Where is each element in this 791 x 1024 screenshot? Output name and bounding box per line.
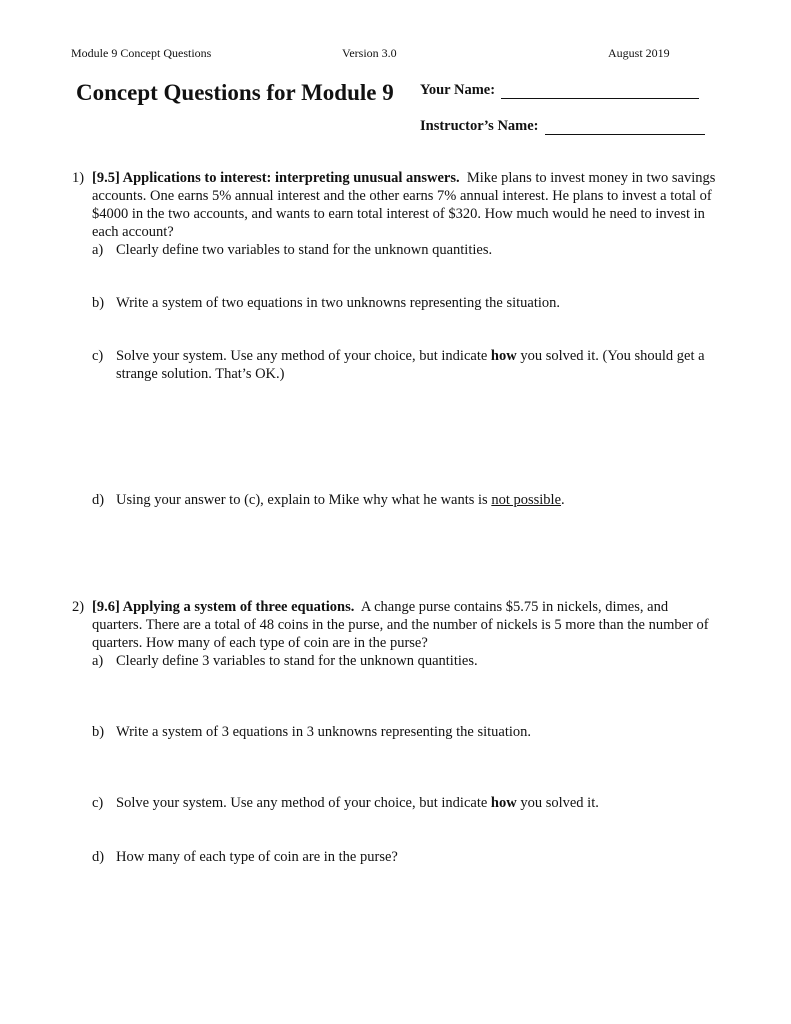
part-label: d) [92, 492, 105, 508]
part-text-after: . [561, 492, 565, 508]
part-label: b) [92, 724, 105, 740]
question-body: A change purse contains $5.75 in nickels, dimes, and quarters. There are a total of 48 coins in the purse, and the number of nickels is 5 more than the number of quarters. How many of each type of coin are in the purse? [92, 599, 709, 651]
instructor-name-blank[interactable] [545, 120, 705, 135]
part-label: c) [92, 348, 104, 364]
question-2-part-b [92, 723, 712, 741]
question-text [92, 598, 722, 652]
part-label: b) [92, 295, 105, 311]
part-text: How many of each type of coin are in the purse? [116, 849, 398, 865]
question-1-part-d [92, 491, 712, 509]
part-text: Clearly define 3 variables to stand for the unknown quantities. [116, 653, 478, 669]
page-title: Concept Questions for Module 9 [76, 80, 394, 105]
header-version: Version 3.0 [342, 46, 397, 60]
question-2-part-d [92, 848, 712, 866]
instructor-name-label: Instructor’s Name: [420, 118, 539, 134]
question-1 [72, 169, 722, 241]
question-1-part-b [92, 294, 712, 312]
part-text-before: Solve your system. Use any method of your choice, but indicate [116, 795, 488, 811]
part-emphasis: how [490, 348, 517, 364]
question-2-part-c [92, 794, 712, 812]
part-text: Write a system of 3 equations in 3 unknowns representing the situation. [116, 724, 532, 740]
question-number: 1) [72, 170, 85, 186]
header-module-label: Module 9 Concept Questions [71, 46, 212, 60]
part-text [116, 491, 712, 509]
your-name-blank[interactable] [501, 84, 699, 99]
question-2-part-a [92, 652, 712, 670]
part-text-after: you solved it. (You should get a strange solution. That’s OK.) [116, 348, 705, 382]
question-tag: [9.6] Applying a system of three equations. [92, 599, 355, 615]
part-label: c) [92, 795, 104, 811]
question-text [92, 169, 722, 241]
question-number: 2) [72, 599, 85, 615]
part-label: d) [92, 849, 105, 865]
your-name-label: Your Name: [420, 82, 496, 98]
part-underlined: not possible [491, 492, 562, 508]
part-emphasis: how [490, 795, 517, 811]
part-text-before: Solve your system. Use any method of your choice, but indicate [116, 348, 488, 364]
part-text: Write a system of two equations in two unknowns representing the situation. [116, 295, 561, 311]
question-2 [72, 598, 722, 652]
part-text [116, 794, 712, 812]
part-label: a) [92, 653, 104, 669]
part-text [116, 347, 712, 383]
part-text-before: Using your answer to (c), explain to Mike why what he wants is [116, 492, 488, 508]
question-1-part-a [92, 241, 712, 259]
part-text-after: you solved it. [520, 795, 599, 811]
question-tag: [9.5] Applications to interest: interpreting unusual answers. [92, 170, 460, 186]
your-name-field[interactable] [420, 82, 699, 99]
part-label: a) [92, 242, 104, 258]
part-text: Clearly define two variables to stand for the unknown quantities. [116, 242, 493, 258]
question-body: Mike plans to invest money in two savings accounts. One earns 5% annual interest and the other earns 7% annual interest. He plans to invest a total of $4000 in the two accounts, and wants to earn total interest of $320. How much would he need to invest in each account? [92, 170, 716, 240]
header-date: August 2019 [608, 46, 670, 60]
instructor-name-field[interactable] [420, 118, 705, 135]
question-1-part-c [92, 347, 712, 383]
